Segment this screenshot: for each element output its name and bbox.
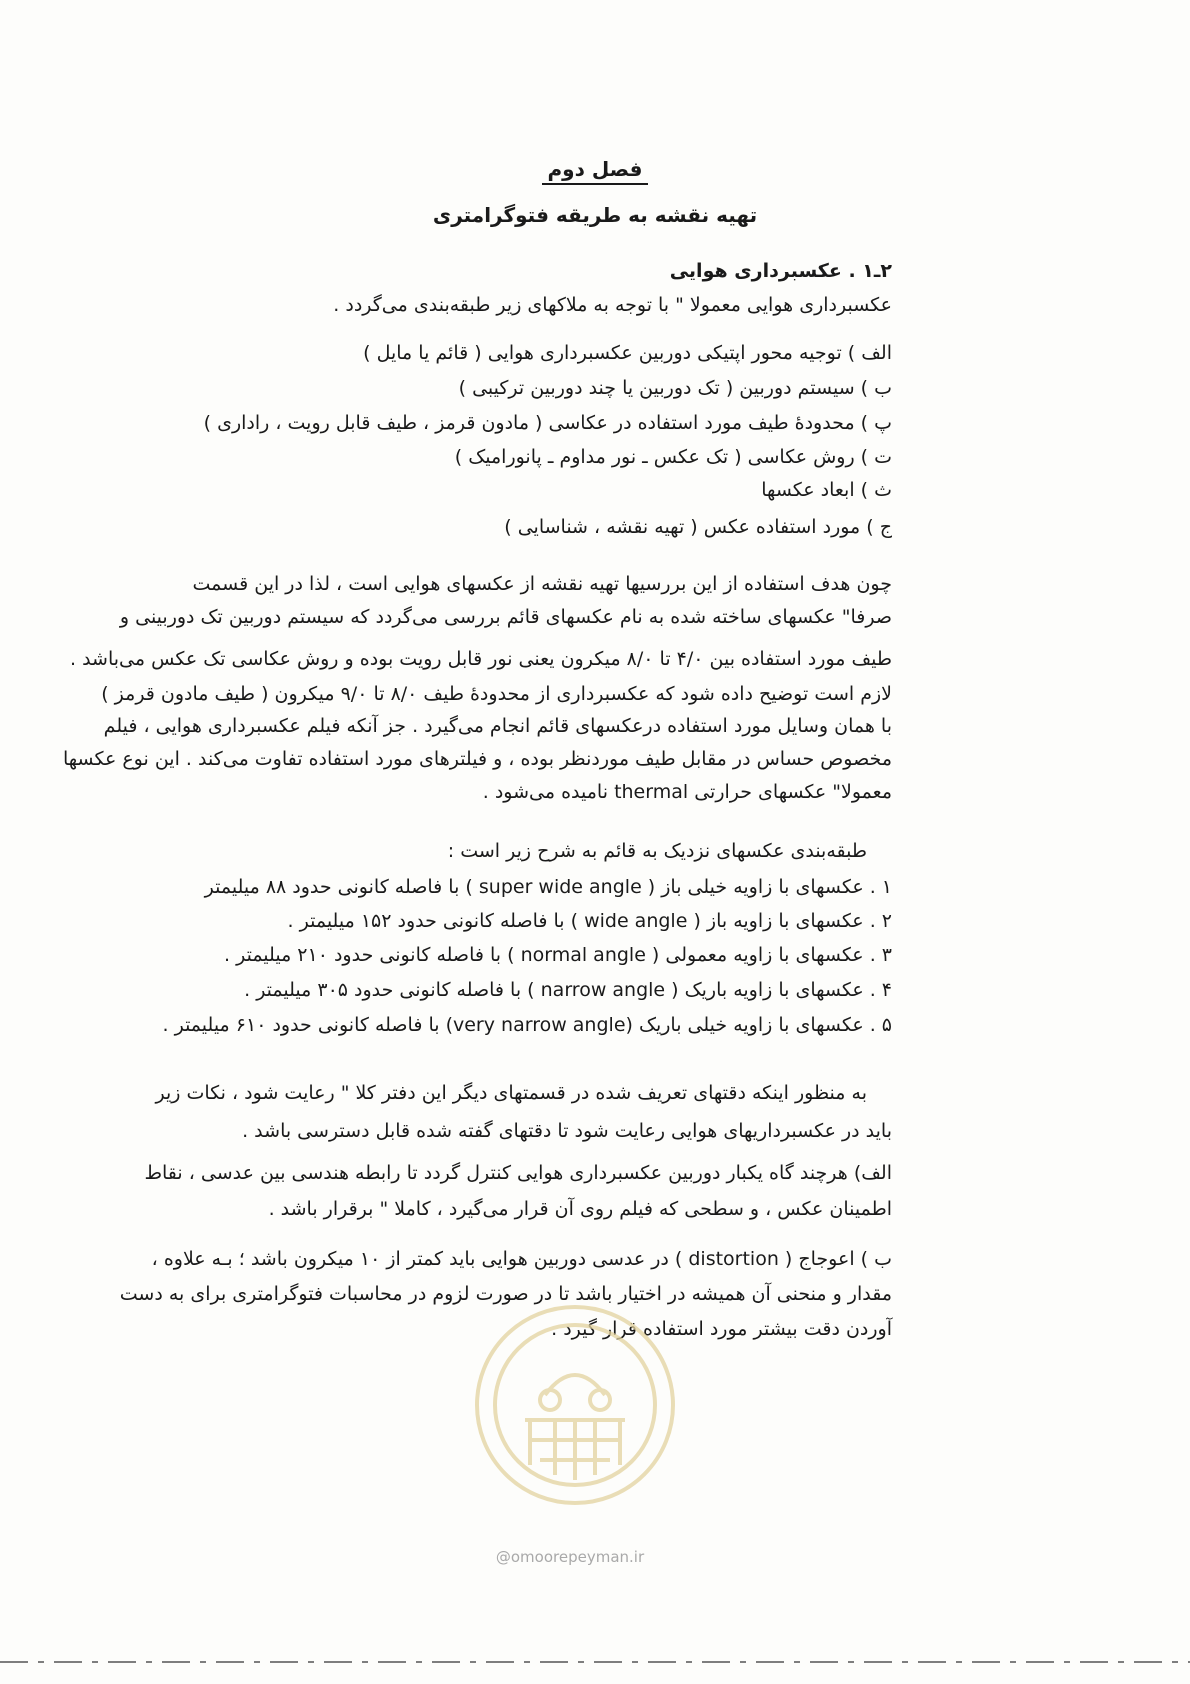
watermark-caption: @omoorepeyman.ir — [495, 1548, 645, 1566]
paragraph-line: چون هدف استفاده از این بررسیها تهیه نقشه از عکسهای هوایی است ، لذا در این قسمت — [192, 573, 892, 595]
list-item: ۲ . عکسهای با زاویه باز ( wide angle ) با فاصله کانونی حدود ۱۵۲ میلیمتر . — [287, 910, 892, 932]
list-item: ۳ . عکسهای با زاویه معمولی ( normal angle ) با فاصله کانونی حدود ۲۱۰ میلیمتر . — [224, 944, 892, 966]
list-item: ث ) ابعاد عکسها — [761, 479, 892, 501]
list-item: ۱ . عکسهای با زاویه خیلی باز ( super wide angle ) با فاصله کانونی حدود ۸۸ میلیمتر — [204, 876, 892, 898]
page-bottom-rule — [0, 1660, 1190, 1664]
section-intro: عکسبرداری هوایی معمولا " با توجه به ملاکهای زیر طبقه‌بندی می‌گردد . — [333, 294, 892, 316]
paragraph-line: ب ) اعوجاج ( distortion ) در عدسی دوربین هوایی باید کمتر از ۱۰ میکرون باشد ؛ بـه علاوه ، — [151, 1248, 892, 1270]
watermark-seal-icon — [470, 1300, 680, 1510]
paragraph-line: به منظور اینکه دقتهای تعریف شده در قسمتهای دیگر این دفتر کلا " رعایت شود ، نکات زیر — [155, 1082, 867, 1104]
list-item: ج ) مورد استفاده عکس ( تهیه نقشه ، شناسایی ) — [504, 516, 892, 538]
paragraph-line: آوردن دقت بیشتر مورد استفاده قرار گیرد . — [551, 1318, 892, 1340]
paragraph-line: مقدار و منحنی آن همیشه در اختیار باشد تا در صورت لزوم در محاسبات فتوگرامتری برای به دست — [119, 1283, 892, 1305]
paragraph-line: اطمینان عکس ، و سطحی که فیلم روی آن قرار می‌گیرد ، کاملا " برقرار باشد . — [268, 1198, 892, 1220]
paragraph-line: صرفا" عکسهای ساخته شده به نام عکسهای قائم بررسی می‌گردد که سیستم دوربین تک دوربینی و — [119, 606, 892, 628]
list-item: الف ) توجیه محور اپتیکی دوربین عکسبرداری هوایی ( قائم یا مایل ) — [363, 342, 892, 364]
list-item: ت ) روش عکاسی ( تک عکس ـ نور مداوم ـ پانورامیک ) — [454, 446, 892, 468]
paragraph-line: باید در عکسبرداریهای هوایی رعایت شود تا دقتهای گفته شده قابل دسترسی باشد . — [242, 1120, 892, 1142]
paragraph-line: طیف مورد استفاده بین ۴/۰ تا ۸/۰ میکرون یعنی نور قابل رویت بوده و روش عکاسی تک عکس می‌باشد . — [70, 648, 892, 670]
classification-intro: طبقه‌بندی عکسهای نزدیک به قائم به شرح زیر است : — [447, 840, 867, 862]
paragraph-line: با همان وسایل مورد استفاده درعکسهای قائم انجام می‌گیرد . جز آنکه فیلم عکسبرداری هوایی ، فیلم — [103, 715, 892, 737]
list-item: ۴ . عکسهای با زاویه باریک ( narrow angle ) با فاصله کانونی حدود ۳۰۵ میلیمتر . — [244, 979, 892, 1001]
list-item: ۵ . عکسهای با زاویه خیلی باریک (very narrow angle) با فاصله کانونی حدود ۶۱۰ میلیمتر . — [162, 1014, 892, 1036]
list-item: ب ) سیستم دوربین ( تک دوربین یا چند دوربین ترکیبی ) — [458, 377, 892, 399]
list-item: پ ) محدوده‌ٔ طیف مورد استفاده در عکاسی ( مادون قرمز ، طیف قابل رویت ، راداری ) — [203, 412, 892, 434]
paragraph-line: الف) هرچند گاه یکبار دوربین عکسبرداری هوایی کنترل گردد تا رابطه هندسی بین عدسی ، نقاط — [144, 1162, 892, 1184]
section-heading: ۲ـ۱ . عکسبرداری هوایی — [669, 260, 892, 282]
document-title: تهیه نقشه به طریقه فتوگرامتری — [432, 203, 758, 227]
chapter-title: فصل دوم — [0, 157, 1190, 181]
paragraph-line: معمولا" عکسهای حرارتی thermal نامیده می‌شود . — [482, 781, 892, 803]
paragraph-line: لازم است توضیح داده شود که عکسبرداری از محدوده‌ٔ طیف ۸/۰ تا ۹/۰ میکرون ( طیف مادون قرمز ) — [101, 683, 892, 705]
paragraph-line: مخصوص حساس در مقابل طیف موردنظر بوده ، و فیلترهای مورد استفاده تفاوت می‌کند . این نوع عکسها — [62, 748, 892, 770]
